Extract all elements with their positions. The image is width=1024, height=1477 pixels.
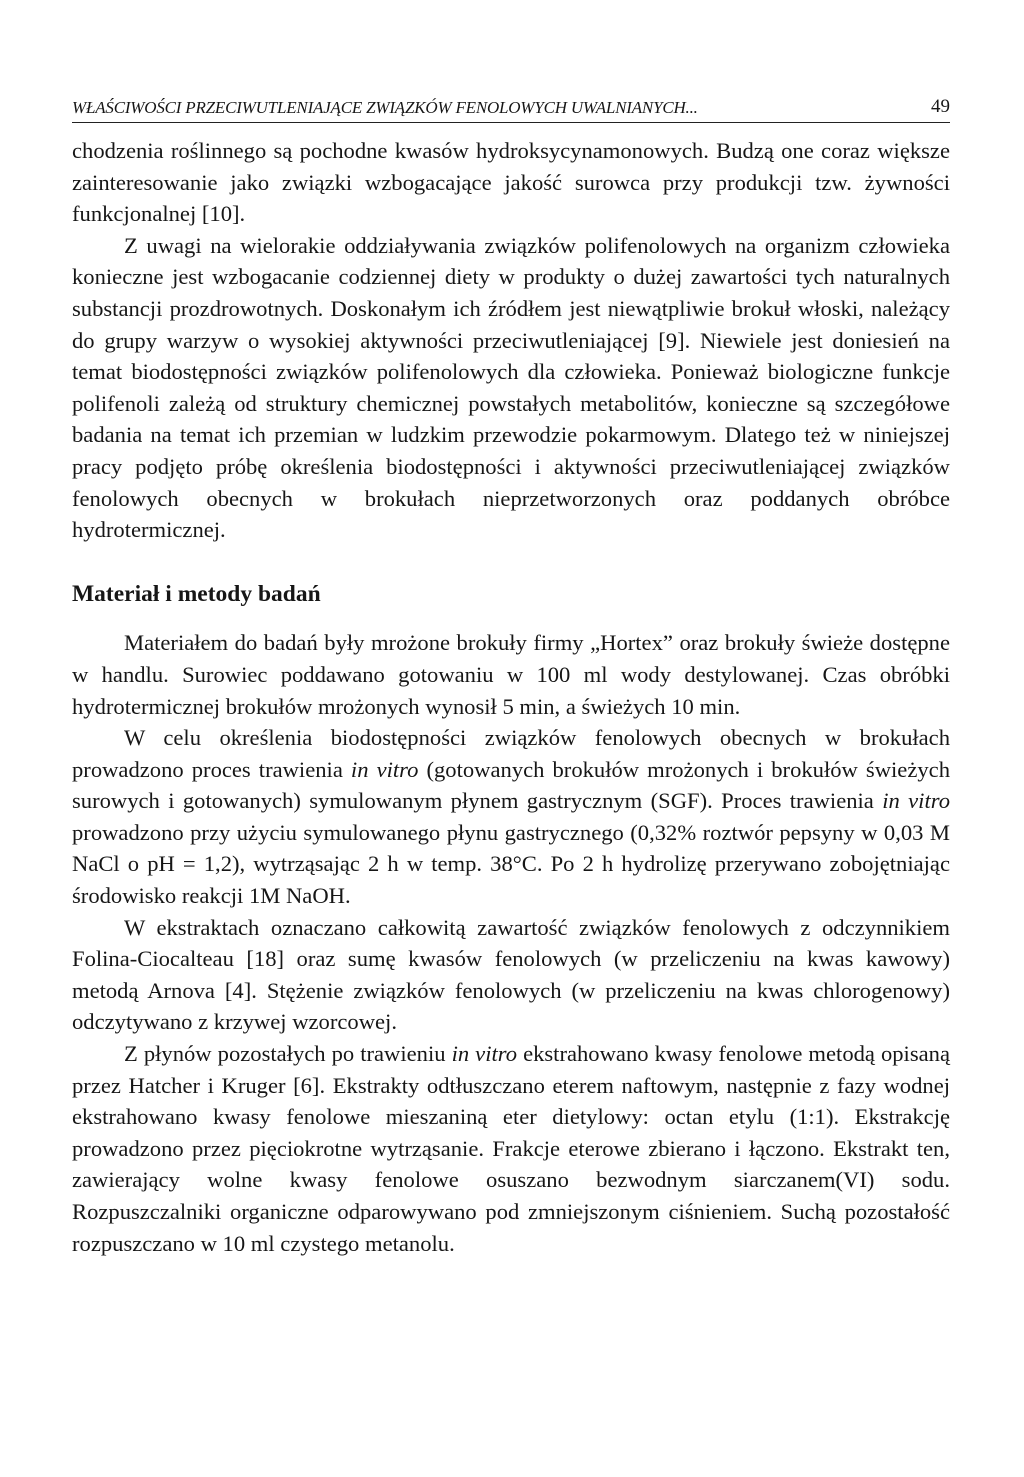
document-page — [72, 86, 950, 1259]
italic-term: in vitro — [350, 756, 419, 782]
running-header — [72, 86, 950, 123]
paragraph-materials: Materiałem do badań były mrożone brokuły firmy „Hortex” oraz brokuły świeże dostępne w handlu. Surowiec poddawano gotowaniu w 100 ml wody destylowanej. Czas obróbki hydrotermicznej brokułów mrożonych wynosił 5 min, a świeżych 10 min. — [72, 630, 950, 719]
paragraph-digestion: W celu określenia biodostępności związków fenolowych obecnych w brokułach prowadzono proces trawienia in vitro (gotowanych brokułów mrożonych i brokułów świeżych surowych i gotowanych) symulowanym płynem gastrycznym (SGF). Proces trawienia in vitro prowadzono przy użyciu symulowanego płynu gastrycznego (0,32% roztwór pepsyny w 0,03 M NaCl o pH = 1,2), wytrząsając 2 h w temp. 38°C. Po 2 h hydrolizę przerywano zobojętniając środowisko reakcji 1M NaOH. — [72, 725, 950, 909]
paragraph-continuation: chodzenia roślinnego są pochodne kwasów hydroksycynamonowych. Budzą one coraz większe zainteresowanie jako związki wzbogacające jakość surowca przy produkcji tzw. żywności funkcjonalnej [10]. — [72, 138, 950, 227]
body-text — [72, 135, 950, 1259]
italic-term: in vitro — [451, 1041, 518, 1067]
section-heading: Materiał i metody badań — [72, 580, 321, 607]
paragraph-extraction: Z płynów pozostałych po trawieniu in vitro ekstrahowano kwasy fenolowe metodą opisaną przez Hatcher i Kruger [6]. Ekstrakty odtłuszczano eterem naftowym, następnie z fazy wodnej ekstrahowano kwasy fenolowe mieszaniną eter dietylowy: octan etylu (1:1). Ekstrakcję prowadzono przez pięciokrotne wytrząsanie. Frakcje eterowe zbierano i łączono. Ekstrakt ten, zawierający wolne kwasy fenolowe osuszano bezwodnym siarczanem(VI) sodu. Rozpuszczalniki organiczne odparowywano pod zmniejszonym ciśnieniem. Suchą pozostałość rozpuszczano w 10 ml czystego metanolu. — [72, 1041, 950, 1256]
paragraph-extracts: W ekstraktach oznaczano całkowitą zawartość związków fenolowych z odczynnikiem Folina-Ciocalteau [18] oraz sumę kwasów fenolowych (w przeliczeniu na kwas kawowy) metodą Arnova [4]. Stężenie związków fenolowych (w przeliczeniu na kwas chlorogenowy) odczytywano z krzywej wzorcowej. — [72, 914, 950, 1035]
italic-term: in vitro — [882, 788, 950, 814]
page-number: 49 — [931, 96, 950, 117]
running-title: WŁAŚCIWOŚCI PRZECIWUTLENIAJĄCE ZWIĄZKÓW FENOLOWYCH UWALNIANYCH... — [72, 98, 698, 117]
paragraph-polyphenols: Z uwagi na wielorakie oddziaływania związków polifenolowych na organizm człowieka konieczne jest wzbogacanie codziennej diety w produkty o dużej zawartości tych naturalnych substancji prozdrowotnych. Doskonałym ich źródłem jest niewątpliwie brokuł włoski, należący do grupy warzyw o wysokiej aktywności przeciwutleniającej [9]. Niewiele jest doniesień na temat biodostępności związków polifenolowych dla człowieka. Ponieważ biologiczne funkcje polifenoli zależą od struktury chemicznej powstałych metabolitów, konieczne są szczegółowe badania na temat ich przemian w ludzkim przewodzie pokarmowym. Dlatego też w niniejszej pracy podjęto próbę określenia biodostępności i aktywności przeciwutleniającej związków fenolowych obecnych w brokułach nieprzetworzonych oraz poddanych obróbce hydrotermicznej. — [72, 232, 950, 543]
